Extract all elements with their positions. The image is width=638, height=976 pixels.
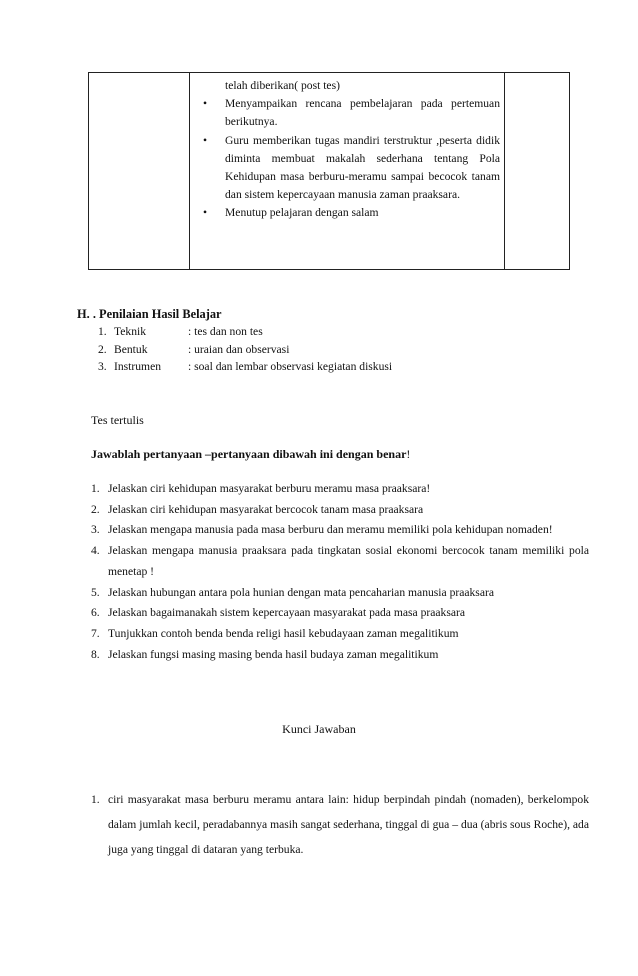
item-number: 2. <box>98 342 107 356</box>
answer-number: 1. <box>91 793 100 806</box>
list-item <box>98 358 392 376</box>
question-text: Jelaskan mengapa manusia pada masa berburu dan meramu memiliki pola kehidupan nomaden! <box>108 523 553 537</box>
continued-text: telah diberikan( post tes) <box>225 79 340 92</box>
item-value: : uraian dan observasi <box>188 342 290 356</box>
table-column-divider <box>504 73 505 269</box>
assessment-list <box>98 323 392 376</box>
bullet-item <box>200 132 500 205</box>
question-text: Jelaskan mengapa manusia praaksara pada tingkatan sosial ekonomi bercocok tanam memiliki pola menetap ! <box>108 544 589 578</box>
question-text: Jelaskan fungsi masing masing benda hasil budaya zaman megalitikum <box>108 647 439 661</box>
test-type-label: Tes tertulis <box>91 413 144 427</box>
question-number: 3. <box>91 523 100 537</box>
question-list <box>91 479 589 665</box>
question-text: Tunjukkan contoh benda benda religi hasil kebudayaan zaman megalitikum <box>108 626 459 640</box>
question-item <box>91 520 589 541</box>
item-number: 3. <box>98 360 107 373</box>
answer-key-title: Kunci Jawaban <box>282 722 356 736</box>
bullet-icon: • <box>203 133 208 147</box>
question-text: Jelaskan hubungan antara pola hunian dengan mata pencaharian manusia praaksara <box>108 585 494 599</box>
bullet-text: Menyampaikan rencana pembelajaran pada pertemuan berikutnya. <box>225 97 500 129</box>
question-number: 4. <box>91 544 100 558</box>
item-value: : tes dan non tes <box>188 325 263 338</box>
question-number: 5. <box>91 585 100 599</box>
question-text: Jelaskan ciri kehidupan masyarakat berburu meramu masa praaksara! <box>108 482 431 495</box>
bullet-text: Guru memberikan tugas mandiri terstruktur ,peserta didik diminta membuat makalah sederhana tentang Pola Kehidupan masa berburu-meramu sampai becocok tanam dan sistem kepercayaan manusia zaman praaksara. <box>225 133 500 202</box>
instruction-text <box>91 447 410 462</box>
question-item <box>91 624 589 645</box>
bullet-icon: • <box>203 97 208 111</box>
question-item <box>91 583 589 604</box>
item-label: Teknik <box>114 325 147 338</box>
question-text: Jelaskan ciri kehidupan masyarakat bercocok tanam masa praaksara <box>108 502 424 516</box>
item-number: 1. <box>98 325 107 338</box>
item-value: : soal dan lembar observasi kegiatan diskusi <box>188 360 393 373</box>
activity-cell <box>200 77 500 223</box>
question-item <box>91 479 589 500</box>
section-heading: H. . Penilaian Hasil Belajar <box>77 307 222 321</box>
answer-item <box>91 787 589 862</box>
question-number: 6. <box>91 606 100 620</box>
bullet-item <box>200 95 500 131</box>
question-item <box>91 500 589 521</box>
question-item <box>91 645 589 666</box>
list-item <box>98 341 392 359</box>
instruction-bold: Jawablah pertanyaan –pertanyaan dibawah ini dengan benar <box>91 447 407 461</box>
item-label: Instrumen <box>114 360 162 373</box>
question-item <box>91 603 589 624</box>
question-number: 8. <box>91 647 100 661</box>
lesson-activity-table <box>88 72 570 270</box>
bullet-text: Menutup pelajaran dengan salam <box>225 206 379 220</box>
question-text: Jelaskan bagaimanakah sistem kepercayaan masyarakat pada masa praaksara <box>108 606 465 620</box>
table-column-divider <box>189 73 190 269</box>
list-item <box>98 323 392 341</box>
bullet-item <box>200 204 500 222</box>
question-number: 2. <box>91 502 100 516</box>
bullet-icon: • <box>203 206 208 220</box>
question-number: 7. <box>91 626 100 640</box>
item-label: Bentuk <box>114 342 148 356</box>
answer-list <box>91 787 589 862</box>
instruction-tail: ! <box>406 447 411 461</box>
answer-text: ciri masyarakat masa berburu meramu antara lain: hidup berpindah pindah (nomaden), berkelompok dalam jumlah kecil, peradabannya masih sangat sederhana, tinggal di gua – dua (abris sous Roche), ada juga yang tinggal di dataran yang terbuka. <box>108 793 589 856</box>
question-number: 1. <box>91 482 100 495</box>
question-item <box>91 541 589 582</box>
